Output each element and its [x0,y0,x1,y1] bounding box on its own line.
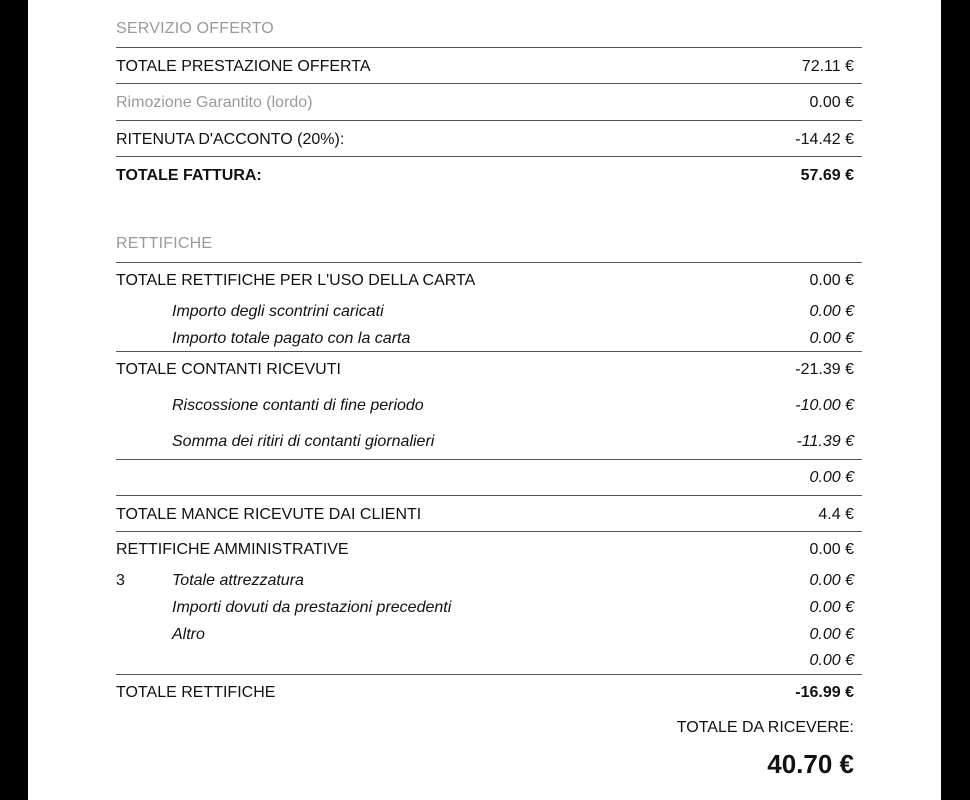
row-value: 0.00 € [809,469,854,486]
divider [116,47,862,48]
row-value: 0.00 € [809,303,854,320]
divider [116,262,862,263]
row-label: TOTALE RETTIFICHE PER L'USO DELLA CARTA [116,272,476,289]
row-value: 0.00 € [809,94,854,111]
row-ritiri-contanti [116,431,862,453]
row-value: 0.00 € [809,330,854,347]
row-scontrini-caricati [116,301,862,323]
row-label: Importo totale pagato con la carta [172,330,411,347]
row-ritenuta-acconto [116,129,862,151]
row-label: Importi dovuti da prestazioni precedenti [172,599,452,616]
row-value: -11.39 € [796,433,854,450]
row-value: 0.00 € [809,599,854,616]
row-value: 0.00 € [809,541,854,558]
row-label: TOTALE CONTANTI RICEVUTI [116,361,341,378]
row-value: 0.00 € [809,272,854,289]
totale-da-ricevere-value: 40.70 € [767,749,854,779]
row-value: 0.00 € [809,626,854,643]
document-page [28,0,941,800]
divider [116,531,862,532]
row-rettifiche-amministrative [116,539,862,561]
row-mance-ricevute [116,504,862,526]
row-value: 0.00 € [809,572,854,589]
row-label: Riscossione contanti di fine periodo [172,397,424,414]
row-value: -10.00 € [795,397,854,414]
row-totale-rettifiche [116,682,862,704]
row-value: 0.00 € [809,652,854,669]
row-value: 72.11 € [801,58,854,75]
row-value: -21.39 € [795,361,854,378]
row-totale-prestazione [116,56,862,78]
row-label: TOTALE RETTIFICHE [116,684,276,701]
row-totale-fattura [116,165,862,187]
row-value: 4.4 € [818,506,854,523]
divider [116,459,862,460]
divider [116,674,862,675]
row-blank-value [116,467,862,489]
row-label: TOTALE MANCE RICEVUTE DAI CLIENTI [116,506,422,523]
row-totale-attrezzatura [116,570,862,592]
row-label: Altro [172,626,205,643]
row-label: RETTIFICHE AMMINISTRATIVE [116,541,349,558]
row-value: -16.99 € [795,684,854,701]
row-label: Importo degli scontrini caricati [172,303,384,320]
row-importi-precedenti [116,597,862,619]
row-value: 57.69 € [800,167,854,184]
row-contanti-ricevuti [116,359,862,381]
section-title-servizio: SERVIZIO OFFERTO [116,20,274,37]
row-label: Rimozione Garantito (lordo) [116,94,313,111]
row-riscossione-contanti [116,395,862,417]
row-label: Somma dei ritiri di contanti giornalieri [172,433,435,450]
divider [116,156,862,157]
row-amministrative-subtotal [116,650,862,672]
totale-da-ricevere-label: TOTALE DA RICEVERE: [676,719,854,736]
row-label: TOTALE PRESTAZIONE OFFERTA [116,58,371,75]
row-label: TOTALE FATTURA: [116,167,262,184]
row-number: 3 [116,572,125,589]
row-altro [116,624,862,646]
section-title-rettifiche: RETTIFICHE [116,235,213,252]
divider [116,83,862,84]
row-value: -14.42 € [795,131,854,148]
divider [116,120,862,121]
divider [116,351,862,352]
row-rettifiche-carta [116,270,862,292]
row-rimozione-garantito [116,92,862,114]
row-pagato-carta [116,328,862,350]
row-label: Totale attrezzatura [172,572,304,589]
row-label: RITENUTA D'ACCONTO (20%): [116,131,345,148]
divider [116,495,862,496]
